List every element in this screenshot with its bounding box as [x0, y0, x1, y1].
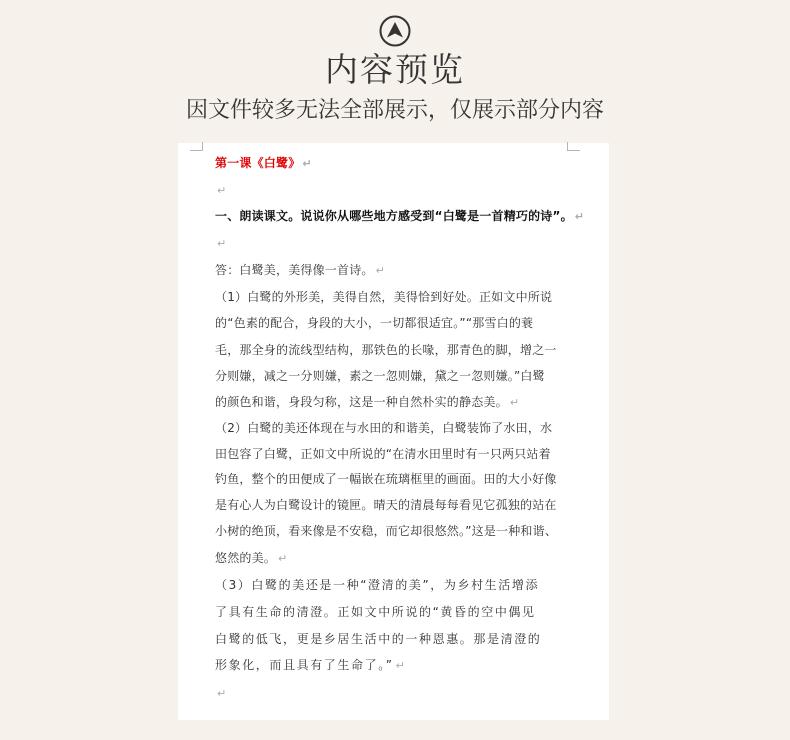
- paragraph-mark-icon: ↵: [278, 552, 288, 565]
- doc-line-lesson-title: 第一课《白鹭》 ↵: [215, 156, 312, 170]
- paragraph-mark-icon: ↵: [302, 157, 312, 170]
- doc-line: （3）白鹭的美还是一种“澄清的美”，为乡村生活增添: [215, 578, 540, 592]
- doc-line: 分则嫌，减之一分则嫌，素之一忽则嫌，黛之一忽则嫌。”白鹭: [215, 369, 545, 383]
- doc-line: 毛，那全身的流线型结构，那铁色的长喙，那青色的脚，增之一: [215, 343, 557, 357]
- doc-line: 的颜色和谐，身段匀称，这是一种自然朴实的静态美。 ↵: [215, 395, 520, 409]
- doc-line: 形象化，而且具有了生命了。” ↵: [215, 658, 405, 672]
- doc-line-question: 一、朗读课文。说说你从哪些地方感受到“白鹭是一首精巧的诗”。 ↵: [215, 209, 584, 223]
- doc-line-empty: [215, 685, 226, 702]
- paragraph-mark-icon: ↵: [217, 184, 227, 197]
- paragraph-mark-icon: ↵: [217, 237, 227, 250]
- page-subtitle: 因文件较多无法全部展示，仅展示部分内容: [185, 98, 604, 123]
- doc-line: 了具有生命的清澄。正如文中所说的“黄昏的空中偶见: [215, 605, 536, 619]
- doc-line: 是有心人为白鹭设计的镜匣。晴天的清晨每每看见它孤独的站在: [215, 498, 557, 512]
- paragraph-mark-icon: ↵: [574, 210, 584, 223]
- paragraph-mark-icon: ↵: [395, 659, 405, 672]
- margin-corner-mark: [567, 142, 580, 151]
- compass-arrow-icon: [379, 15, 411, 47]
- doc-line: 小树的绝顶，看来像是不安稳，而它却很悠然。”这是一种和谐、: [215, 524, 558, 538]
- margin-corner-mark: [190, 142, 203, 151]
- paragraph-mark-icon: ↵: [217, 687, 227, 700]
- doc-line-empty: [215, 235, 226, 252]
- page-title: 内容预览: [325, 50, 465, 89]
- paragraph-mark-icon: ↵: [375, 264, 385, 277]
- doc-line-answer: 答：白鹭美，美得像一首诗。 ↵: [215, 263, 385, 277]
- doc-line-empty: [215, 182, 226, 199]
- doc-line: 钓鱼，整个的田便成了一幅嵌在琉璃框里的画面。田的大小好像: [215, 472, 557, 486]
- doc-line: 悠然的美。 ↵: [215, 551, 288, 565]
- doc-line: （1）白鹭的外形美，美得自然，美得恰到好处。正如文中所说: [215, 290, 553, 304]
- paragraph-mark-icon: ↵: [509, 396, 520, 409]
- doc-line: 田包容了白鹭，正如文中所说的“在清水田里时有一只两只站着: [215, 447, 551, 461]
- doc-line: 的“色素的配合，身段的大小，一切都很适宜。”“那雪白的蓑: [215, 316, 534, 330]
- doc-line: （2）白鹭的美还体现在与水田的和谐美，白鹭装饰了水田，水: [215, 421, 553, 435]
- doc-line: 白鹭的低飞，更是乡居生活中的一种恩惠。那是清澄的: [215, 632, 542, 646]
